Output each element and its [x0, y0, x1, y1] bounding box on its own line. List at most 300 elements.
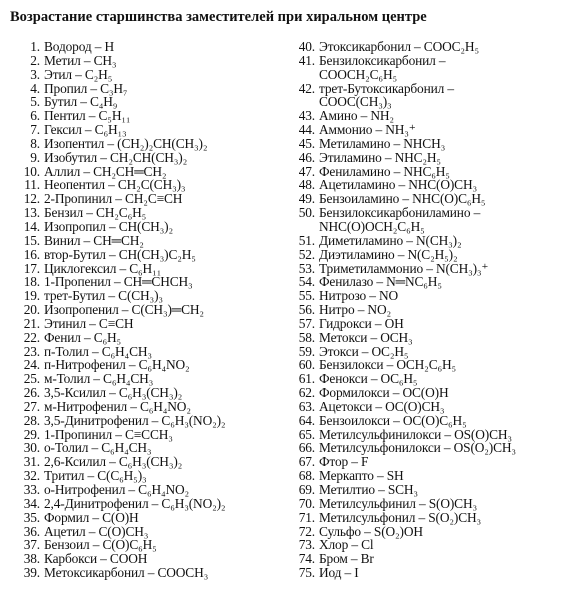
substituent-name-formula: п-Нитрофенил – C₆H₄NO₂ — [44, 357, 190, 373]
list-item — [290, 178, 563, 192]
list-item — [20, 455, 302, 469]
item-number: 13. — [23, 205, 40, 221]
item-text — [44, 303, 204, 317]
substituent-name-formula: Изопентил – (CH₂)₂CH(CH₃)₂ — [44, 135, 208, 151]
substituent-name-formula: Ацетокси – OC(O)CH₃ — [319, 398, 445, 414]
list-item — [290, 386, 563, 400]
item-number: 38. — [23, 551, 40, 567]
item-text — [319, 234, 461, 248]
list-item — [20, 262, 302, 276]
item-number: 44. — [298, 122, 315, 138]
substituent-name-formula: Аммонио – NH₃⁺ — [319, 122, 416, 138]
item-text — [44, 331, 121, 345]
list-item — [290, 538, 563, 552]
item-number: 19. — [23, 288, 40, 304]
list-item — [290, 552, 563, 566]
list-item — [290, 82, 563, 110]
substituent-name-formula: Сульфо – S(O₂)OH — [319, 523, 423, 539]
list-item — [20, 178, 302, 192]
item-number: 68. — [298, 468, 315, 484]
item-number: 61. — [298, 371, 315, 387]
substituent-name-formula: Формил – C(O)H — [44, 509, 139, 525]
item-text — [44, 483, 189, 497]
item-text — [319, 552, 374, 566]
list-item — [20, 192, 302, 206]
item-number: 32. — [23, 468, 40, 484]
item-text — [319, 566, 359, 580]
item-text — [319, 40, 479, 54]
item-text — [319, 497, 477, 511]
substituent-name-formula: Нитрозо – NO — [319, 288, 399, 304]
substituent-name-formula: Этинил – C≡CH — [44, 315, 134, 331]
substituent-name-formula: Изобутил – CH₂CH(CH₃)₂ — [44, 149, 188, 165]
substituent-name-formula: Хлор – Cl — [319, 537, 374, 553]
list-item — [290, 275, 563, 289]
list-item — [20, 289, 302, 303]
item-text — [319, 469, 404, 483]
substituent-name-formula: Диметиламино – N(CH₃)₂ — [319, 232, 462, 248]
item-number: 46. — [298, 149, 315, 165]
item-text — [319, 414, 467, 428]
substituent-name-formula: о-Нитрофенил – C₆H₄NO₂ — [44, 482, 190, 497]
item-text — [319, 275, 442, 289]
item-text — [44, 82, 127, 96]
substituent-name-formula: 2-Пропинил – CH₂C≡CH — [44, 191, 183, 207]
item-number: 30. — [23, 440, 40, 456]
substituent-name-formula: 3,5-Динитрофенил – C₆H₃(NO₂)₂ — [44, 412, 226, 428]
item-number: 56. — [298, 302, 315, 318]
formula-continuation: NHC(O)OCH₂C₆H₅ — [319, 218, 425, 234]
item-text — [44, 137, 207, 151]
list-item — [20, 220, 302, 234]
substituent-name-formula: Фенокси – OC₆H₅ — [319, 371, 418, 387]
list-item — [20, 386, 302, 400]
list-item — [20, 538, 302, 552]
list-item — [20, 137, 302, 151]
item-number: 41. — [298, 52, 315, 68]
list-item — [290, 566, 563, 580]
item-text — [44, 525, 148, 539]
list-item — [290, 262, 563, 276]
item-number: 51. — [298, 232, 315, 248]
list-item — [290, 123, 563, 137]
item-number: 1. — [30, 39, 40, 54]
substituent-name-formula: Этокси – OC₂H₅ — [319, 343, 409, 359]
list-item — [20, 428, 302, 442]
list-item — [290, 372, 563, 386]
item-text — [44, 248, 196, 262]
item-text — [319, 289, 398, 303]
substituent-name-formula: Циклогексил – C₆H₁₁ — [44, 260, 162, 276]
item-number: 2. — [30, 52, 40, 68]
item-number: 18. — [23, 274, 40, 290]
substituent-name-formula: Бензилоксикарбонил – — [319, 52, 446, 68]
list-item — [290, 414, 563, 428]
item-number: 70. — [298, 495, 315, 511]
item-text — [44, 386, 182, 400]
item-text — [44, 552, 147, 566]
item-text — [44, 400, 191, 414]
item-text — [319, 206, 480, 234]
item-text — [44, 441, 151, 455]
substituent-name-formula: трет-Бутил – C(CH₃)₃ — [44, 288, 163, 304]
list-item — [20, 206, 302, 220]
list-item — [20, 400, 302, 414]
item-number: 59. — [298, 343, 315, 359]
list-item — [290, 54, 563, 82]
item-number: 45. — [298, 135, 315, 151]
item-number: 65. — [298, 426, 315, 442]
list-item — [290, 248, 563, 262]
list-item — [290, 525, 563, 539]
item-text — [44, 123, 127, 137]
item-number: 22. — [23, 329, 40, 345]
list-item — [20, 82, 302, 96]
list-item — [20, 345, 302, 359]
item-number: 31. — [23, 454, 40, 470]
substituent-name-formula: Бензил – CH₂C₆H₅ — [44, 205, 147, 221]
item-text — [44, 455, 182, 469]
item-number: 57. — [298, 315, 315, 331]
list-item — [20, 275, 302, 289]
substituent-name-formula: Меркапто – SH — [319, 468, 404, 484]
item-text — [319, 386, 448, 400]
item-text — [44, 469, 147, 483]
item-number: 20. — [23, 302, 40, 318]
item-number: 64. — [298, 412, 315, 428]
item-text — [44, 95, 117, 109]
substituent-name-formula: Карбокси – COOH — [44, 551, 148, 567]
list-item — [20, 40, 302, 54]
item-text — [319, 511, 481, 525]
item-number: 54. — [298, 274, 315, 290]
list-item — [290, 317, 563, 331]
list-item — [20, 414, 302, 428]
item-text — [44, 151, 187, 165]
item-text — [319, 317, 404, 331]
substituent-name-formula: Бензоиламино – NHC(O)C₆H₅ — [319, 191, 486, 207]
substituent-name-formula: Бензоил – C(O)C₆H₅ — [44, 537, 157, 553]
item-text — [319, 109, 394, 123]
item-text — [44, 317, 133, 331]
substituent-list-left — [20, 40, 302, 580]
item-number: 40. — [298, 39, 315, 54]
substituent-name-formula: Метилсульфинил – S(O)CH₃ — [319, 495, 477, 511]
item-text — [44, 192, 182, 206]
item-number: 42. — [298, 80, 315, 96]
list-item — [20, 552, 302, 566]
substituent-name-formula: Изопропил – CH(CH₃)₂ — [44, 218, 173, 234]
item-number: 10. — [23, 163, 40, 179]
list-item — [290, 455, 563, 469]
item-text — [319, 151, 441, 165]
list-item — [20, 358, 302, 372]
item-text — [319, 441, 516, 455]
item-text — [319, 137, 445, 151]
list-item — [290, 206, 563, 234]
substituent-name-formula: 1-Пропинил – C≡CCH₃ — [44, 426, 173, 442]
list-item — [20, 234, 302, 248]
item-number: 24. — [23, 357, 40, 373]
item-number: 34. — [23, 495, 40, 511]
item-text — [319, 82, 454, 110]
item-text — [319, 262, 488, 276]
item-number: 36. — [23, 523, 40, 539]
item-number: 16. — [23, 246, 40, 262]
item-text — [319, 358, 456, 372]
item-number: 6. — [30, 108, 40, 124]
item-number: 67. — [298, 454, 315, 470]
item-text — [44, 275, 193, 289]
item-text — [319, 248, 457, 262]
list-item — [20, 372, 302, 386]
item-text — [44, 68, 112, 82]
substituent-name-formula: Метилсульфинилокси – OS(O)CH₃ — [319, 426, 512, 442]
substituent-name-formula: Бензоилокси – OC(O)C₆H₅ — [319, 412, 467, 428]
item-number: 3. — [30, 66, 40, 82]
substituent-name-formula: Метилсульфонил – S(O₂)CH₃ — [319, 509, 482, 525]
substituent-name-formula: о-Толил – C₆H₄CH₃ — [44, 440, 152, 456]
list-item — [290, 400, 563, 414]
list-item — [20, 483, 302, 497]
item-number: 35. — [23, 509, 40, 525]
list-item — [290, 234, 563, 248]
item-text — [319, 372, 417, 386]
item-text — [44, 40, 114, 54]
item-number: 53. — [298, 260, 315, 276]
substituent-name-formula: Фенилазо – N═NC₆H₅ — [319, 274, 442, 290]
item-text — [44, 358, 190, 372]
item-number: 73. — [298, 537, 315, 553]
item-text — [319, 303, 391, 317]
item-number: 50. — [298, 205, 315, 221]
item-number: 25. — [23, 371, 40, 387]
list-item — [290, 289, 563, 303]
item-number: 5. — [30, 94, 40, 110]
item-text — [44, 345, 152, 359]
list-item — [20, 511, 302, 525]
list-item — [290, 109, 563, 123]
substituent-name-formula: Этиламино – NHC₂H₅ — [319, 149, 441, 165]
item-number: 55. — [298, 288, 315, 304]
item-text — [44, 165, 166, 179]
item-number: 66. — [298, 440, 315, 456]
substituent-name-formula: 1-Пропенил – CH═CHCH₃ — [44, 274, 193, 290]
item-text — [44, 289, 163, 303]
substituent-name-formula: Метилтио – SCH₃ — [319, 482, 418, 497]
substituent-name-formula: Неопентил – CH₂C(CH₃)₃ — [44, 177, 186, 193]
list-item — [20, 525, 302, 539]
page-title: Возрастание старшинства заместителей при хиральном центре — [10, 9, 427, 25]
substituent-name-formula: Изопропенил – C(CH₃)═CH₂ — [44, 302, 204, 318]
substituent-name-formula: втор-Бутил – CH(CH₃)C₂H₅ — [44, 246, 196, 262]
list-item — [290, 137, 563, 151]
formula-continuation: COOCH₂C₆H₅ — [319, 66, 397, 82]
item-text — [44, 414, 225, 428]
substituent-name-formula: Пентил – C₅H₁₁ — [44, 108, 131, 124]
substituent-name-formula: м-Толил – C₆H₄CH₃ — [44, 371, 154, 387]
list-item — [290, 441, 563, 455]
item-number: 48. — [298, 177, 315, 193]
item-number: 29. — [23, 426, 40, 442]
item-text — [319, 54, 445, 82]
item-text — [319, 538, 373, 552]
item-number: 27. — [23, 398, 40, 414]
list-item — [20, 441, 302, 455]
list-item — [290, 40, 563, 54]
item-number: 52. — [298, 246, 315, 262]
substituent-name-formula: Метилсульфонилокси – OS(O₂)CH₃ — [319, 440, 516, 456]
item-text — [44, 234, 144, 248]
list-item — [290, 511, 563, 525]
list-item — [20, 95, 302, 109]
list-item — [20, 317, 302, 331]
substituent-name-formula: 2,6-Ксилил – C₆H₃(CH₃)₂ — [44, 454, 183, 470]
list-item — [290, 358, 563, 372]
list-item — [290, 497, 563, 511]
item-text — [319, 428, 512, 442]
substituent-name-formula: Аллил – CH₂CH═CH₂ — [44, 163, 167, 179]
substituent-name-formula: Ацетил – C(O)CH₃ — [44, 523, 149, 539]
item-text — [319, 331, 413, 345]
item-text — [44, 206, 146, 220]
item-number: 49. — [298, 191, 315, 207]
item-text — [319, 192, 485, 206]
list-item — [20, 54, 302, 68]
item-number: 58. — [298, 329, 315, 345]
substituent-name-formula: Амино – NH₂ — [319, 108, 394, 124]
list-item — [20, 566, 302, 580]
substituent-name-formula: Фенил – C₆H₅ — [44, 329, 122, 345]
item-number: 43. — [298, 108, 315, 124]
substituent-name-formula: Винил – CH═CH₂ — [44, 232, 144, 248]
item-number: 74. — [298, 551, 315, 567]
list-item — [20, 497, 302, 511]
item-number: 60. — [298, 357, 315, 373]
item-text — [44, 178, 185, 192]
item-text — [44, 566, 208, 580]
substituent-name-formula: Бензилокси – OCH₂C₆H₅ — [319, 357, 457, 373]
list-item — [20, 165, 302, 179]
item-number: 63. — [298, 398, 315, 414]
substituent-name-formula: Метокси – OCH₃ — [319, 329, 413, 345]
list-item — [20, 123, 302, 137]
list-item — [290, 303, 563, 317]
item-number: 9. — [30, 149, 40, 165]
list-item — [290, 331, 563, 345]
item-number: 17. — [23, 260, 40, 276]
substituent-name-formula: Диэтиламино – N(C₂H₅)₂ — [319, 246, 458, 262]
list-item — [20, 68, 302, 82]
item-number: 37. — [23, 537, 40, 553]
substituent-name-formula: Пропил – C₃H₇ — [44, 80, 128, 96]
item-number: 12. — [23, 191, 40, 207]
substituent-name-formula: Ацетиламино – NHC(O)CH₃ — [319, 177, 477, 193]
substituent-list-right — [290, 40, 563, 580]
list-item — [20, 151, 302, 165]
item-text — [319, 525, 423, 539]
list-item — [20, 469, 302, 483]
substituent-name-formula: Фтор – F — [319, 454, 369, 470]
substituent-name-formula: Тритил – C(C₆H₅)₃ — [44, 468, 147, 484]
substituent-name-formula: 2,4-Динитрофенил – C₆H₃(NO₂)₂ — [44, 495, 226, 511]
substituent-name-formula: 3,5-Ксилил – C₆H₃(CH₃)₂ — [44, 385, 183, 401]
substituent-name-formula: Иод – I — [319, 565, 359, 581]
item-number: 69. — [298, 482, 315, 497]
list-item — [20, 303, 302, 317]
item-number: 4. — [30, 80, 40, 96]
substituent-name-formula: Формилокси – OC(O)H — [319, 385, 449, 401]
item-number: 23. — [23, 343, 40, 359]
list-item — [290, 151, 563, 165]
substituent-name-formula: Бутил – C₄H₉ — [44, 94, 118, 110]
list-item — [290, 345, 563, 359]
item-text — [44, 262, 161, 276]
item-number: 14. — [23, 218, 40, 234]
substituent-name-formula: Метиламино – NHCH₃ — [319, 135, 446, 151]
item-text — [44, 428, 173, 442]
item-text — [319, 178, 477, 192]
substituent-name-formula: Этоксикарбонил – COOC₂H₅ — [319, 39, 479, 54]
item-text — [319, 345, 408, 359]
substituent-name-formula: Фениламино – NHC₆H₅ — [319, 163, 450, 179]
list-item — [290, 165, 563, 179]
item-number: 72. — [298, 523, 315, 539]
item-text — [44, 54, 116, 68]
item-number: 8. — [30, 135, 40, 151]
formula-continuation: COOC(CH₃)₃ — [319, 94, 392, 110]
item-number: 33. — [23, 482, 40, 497]
list-item — [290, 428, 563, 442]
list-item — [290, 469, 563, 483]
substituent-name-formula: Водород – H — [44, 39, 114, 54]
item-text — [44, 511, 139, 525]
item-text — [319, 483, 418, 497]
substituent-name-formula: м-Нитрофенил – C₆H₄NO₂ — [44, 398, 191, 414]
substituent-name-formula: Этил – C₂H₅ — [44, 66, 113, 82]
item-text — [319, 455, 368, 469]
item-number: 21. — [23, 315, 40, 331]
substituent-name-formula: Нитро – NO₂ — [319, 302, 391, 318]
substituent-name-formula: трет-Бутоксикарбонил – — [319, 80, 454, 96]
item-text — [44, 109, 130, 123]
item-number: 62. — [298, 385, 315, 401]
item-number: 11. — [24, 177, 40, 193]
item-text — [44, 538, 157, 552]
substituent-name-formula: Метоксикарбонил – COOCH₃ — [44, 565, 209, 581]
substituent-name-formula: Бром – Br — [319, 551, 374, 567]
item-number: 7. — [30, 122, 40, 138]
item-number: 39. — [23, 565, 40, 581]
list-item — [20, 109, 302, 123]
substituent-name-formula: п-Толил – C₆H₄CH₃ — [44, 343, 152, 359]
item-number: 28. — [23, 412, 40, 428]
list-item — [20, 331, 302, 345]
item-text — [319, 123, 416, 137]
substituent-name-formula: Бензилоксикарбониламино – — [319, 205, 481, 221]
list-item — [290, 192, 563, 206]
item-text — [44, 372, 153, 386]
item-text — [319, 165, 450, 179]
item-number: 47. — [298, 163, 315, 179]
item-text — [319, 400, 444, 414]
substituent-name-formula: Метил – CH₃ — [44, 52, 117, 68]
item-text — [44, 497, 225, 511]
substituent-name-formula: Гидрокси – OH — [319, 315, 404, 331]
substituent-name-formula: Гексил – C₆H₁₃ — [44, 122, 127, 138]
item-number: 71. — [298, 509, 315, 525]
substituent-name-formula: Триметиламмонио – N(CH₃)₃⁺ — [319, 260, 489, 276]
